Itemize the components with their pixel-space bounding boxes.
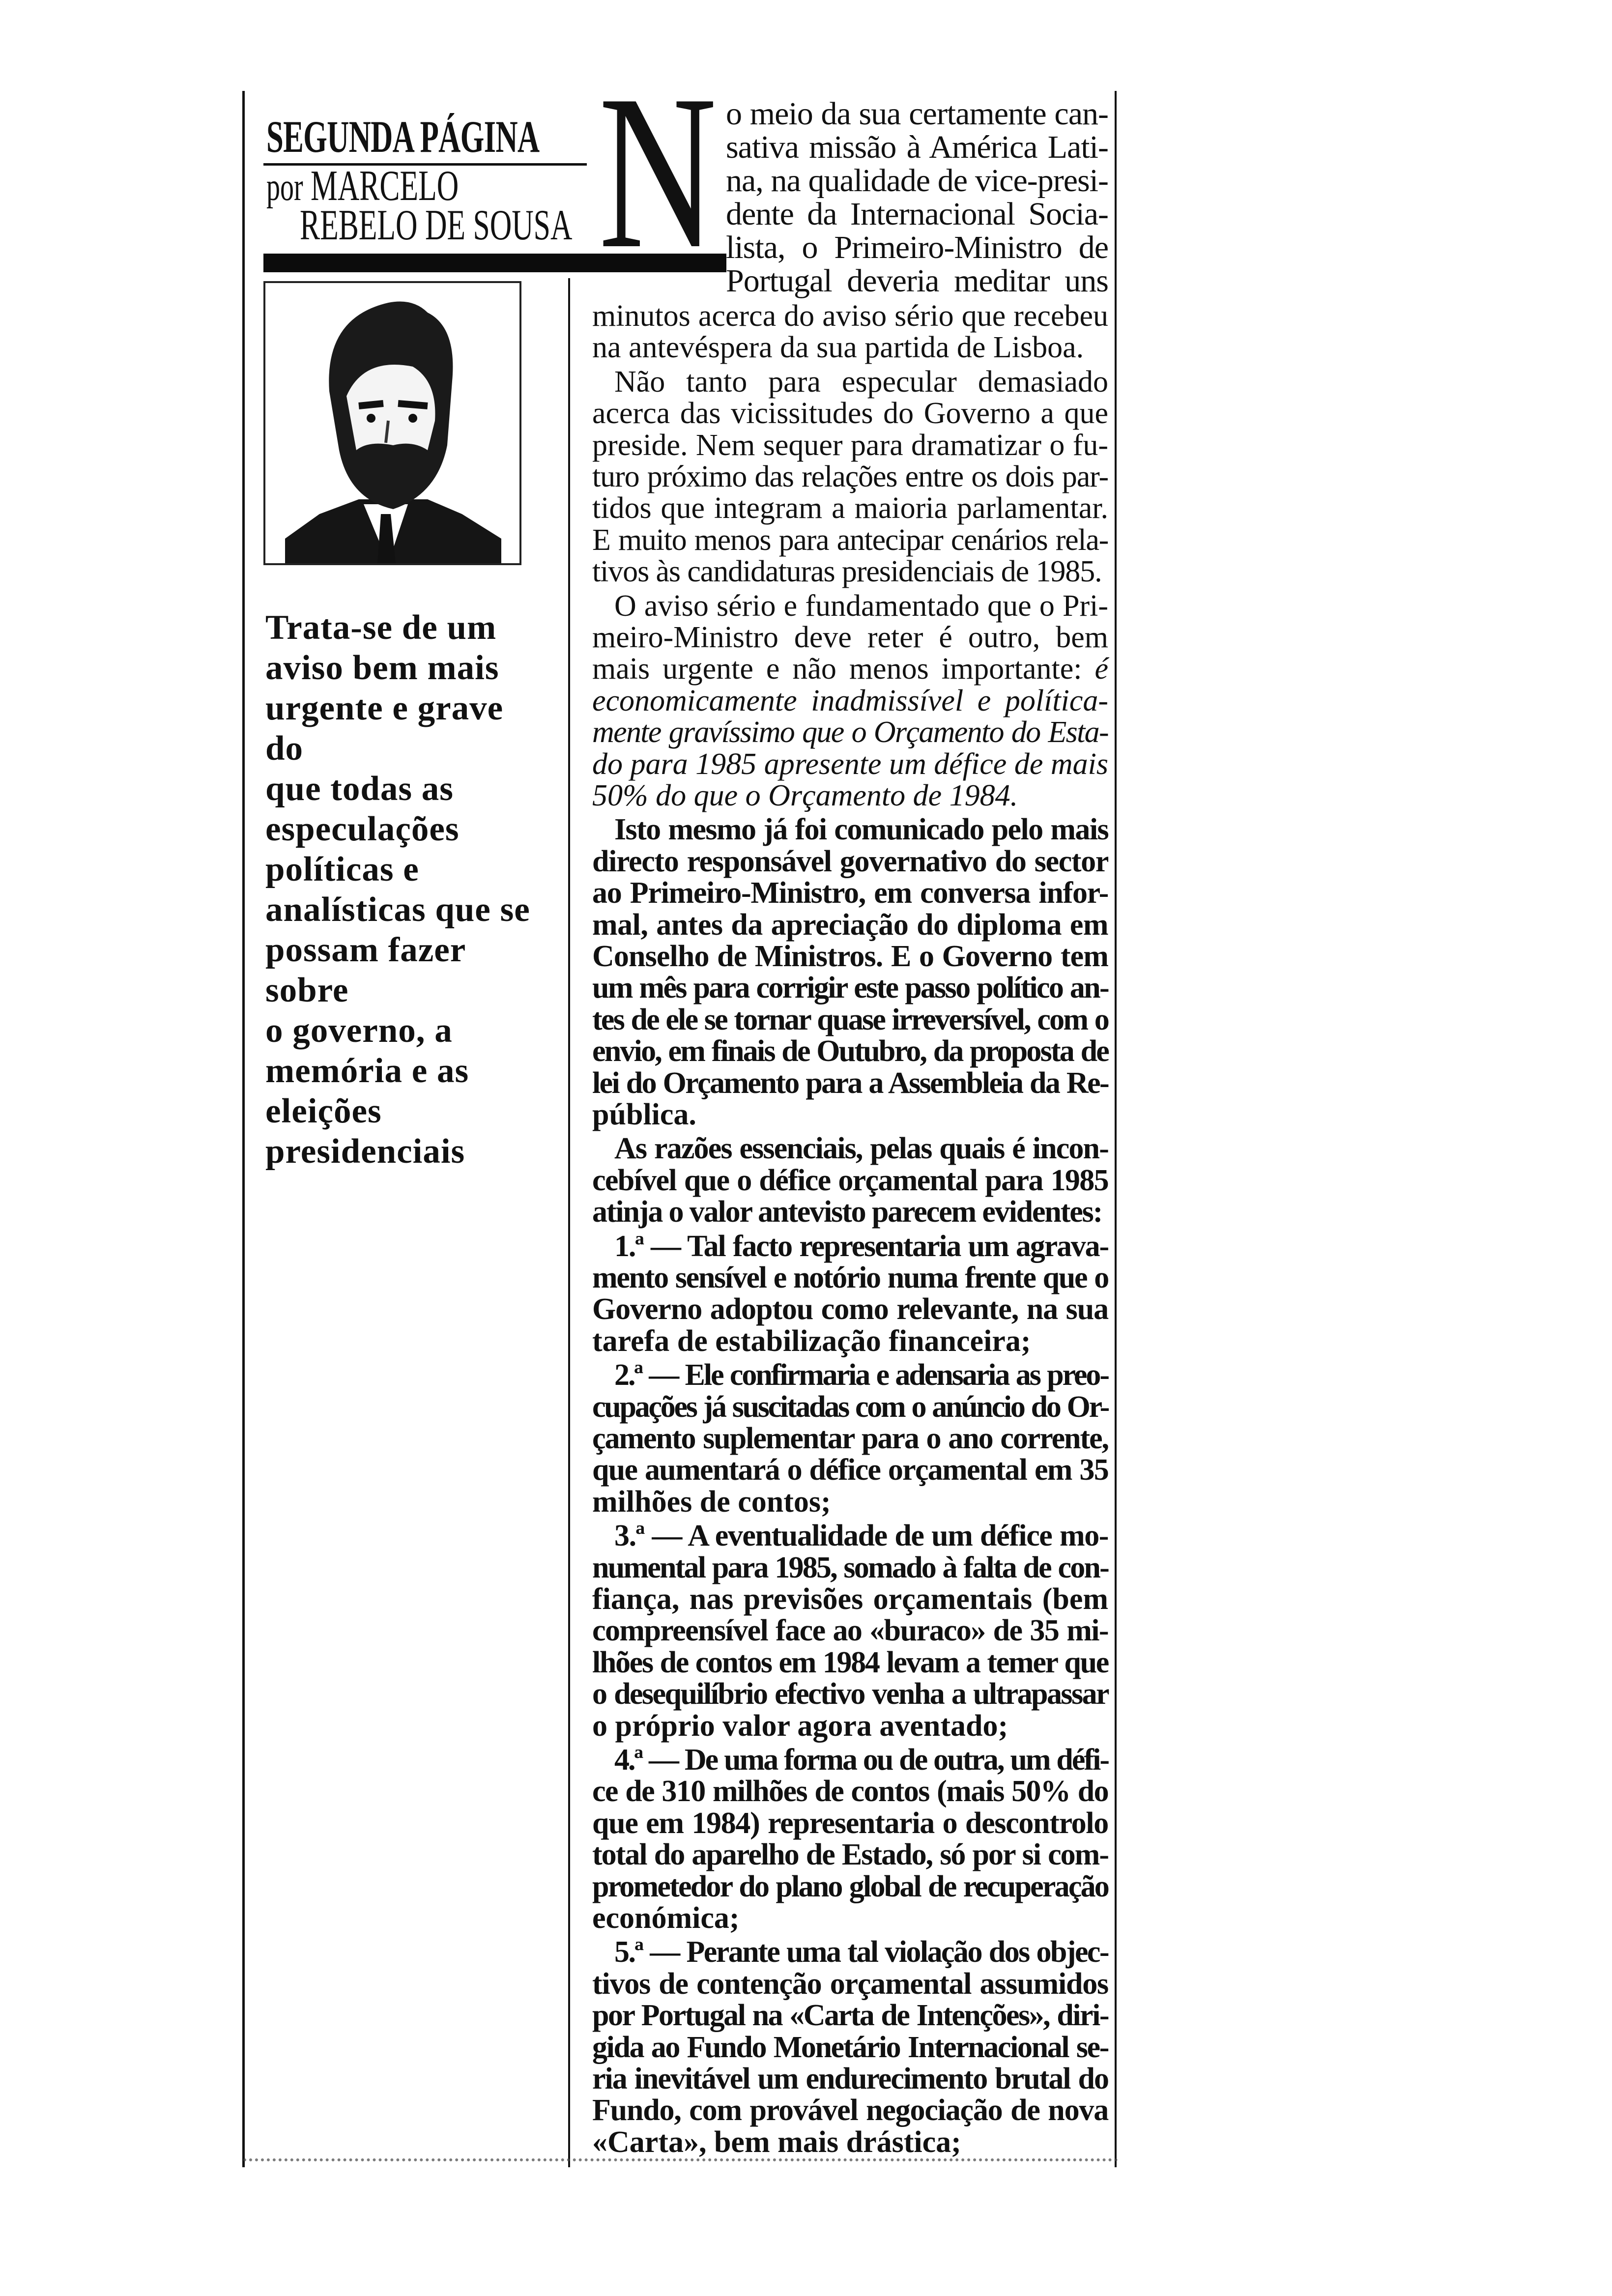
pull-quote-line: presidenciais <box>265 1132 465 1171</box>
article-line <box>592 461 1108 492</box>
article-line-text: gida ao Fundo Monetário Internacional se- <box>592 2030 1108 2064</box>
pull-quote-line: que todas as <box>265 770 454 808</box>
article-line-text: Portugal deveria meditar uns <box>726 263 1108 299</box>
column-divider-rule <box>568 278 570 2167</box>
article-line-text: çamento suplementar para o ano corrente, <box>592 1422 1108 1455</box>
byline-name-last: REBELO DE SOUSA <box>300 201 573 249</box>
article-line-text: Conselho de Ministros. E o Governo tem <box>592 940 1108 973</box>
article-line <box>592 2126 1108 2158</box>
article-line <box>614 1231 1108 1262</box>
article-line-italic: é <box>1094 652 1109 686</box>
byline <box>266 162 459 210</box>
article-line <box>592 1165 1108 1196</box>
article-line <box>614 590 1108 622</box>
article-line-text: ria inevitável um endurecimento brutal do <box>592 2062 1108 2095</box>
article-line <box>592 2095 1108 2126</box>
article-line-text: 2.ª — Ele confirmaria e adensaria as preo- <box>614 1358 1108 1392</box>
article-line-text: economicamente inadmissível e política- <box>592 684 1108 718</box>
article-line-text: turo próximo das relações entre os dois par- <box>592 460 1108 493</box>
article-line <box>592 1035 1108 1067</box>
article-line-text: tidos que integram a maioria parlamentar. <box>592 491 1108 525</box>
article-line-text: mento sensível e notório numa frente que o <box>592 1261 1108 1294</box>
pull-quote-line: Trata-se de um <box>265 608 497 647</box>
article-line <box>592 1808 1108 1839</box>
article-line <box>592 717 1108 748</box>
article-line-text: 5.ª — Perante uma tal violação dos objec- <box>614 1935 1108 1969</box>
article-line <box>592 332 1108 363</box>
article-line <box>592 780 1108 811</box>
article-line-text: ce de 310 milhões de contos (mais 50% do <box>592 1775 1108 1808</box>
article-line-text: minutos acerca do aviso sério que recebeu <box>592 299 1108 333</box>
article-line-text: 50% do que o Orçamento de 1984. <box>592 779 1018 812</box>
pull-quote-line: eleições <box>265 1092 382 1130</box>
article-line <box>614 1359 1108 1391</box>
article-line-text: 4.ª — De uma forma ou de outra, um défi- <box>614 1743 1108 1777</box>
article-line-text: mais urgente e não menos importante: <box>592 652 1082 686</box>
article-line <box>592 2000 1108 2031</box>
article-line <box>592 300 1108 332</box>
pull-quote-line: possam fazer <box>265 931 466 969</box>
article-line-text: sativa missão à América Lati- <box>726 129 1108 165</box>
article-line <box>592 653 1108 685</box>
article-line <box>592 1391 1108 1423</box>
article-line-text: do para 1985 apresente um défice de mais <box>592 747 1108 781</box>
article-line <box>592 1196 1108 1228</box>
article-line-text: preside. Nem sequer para dramatizar o fu- <box>592 428 1108 462</box>
article-line <box>592 1583 1108 1615</box>
article-line-text: atinja o valor antevisto parecem evidentes: <box>592 1195 1102 1229</box>
article-line-text: mente gravíssimo que o Orçamento do Esta- <box>592 716 1108 749</box>
pull-quote-line: urgente e grave <box>265 689 504 727</box>
article-line <box>592 1325 1108 1357</box>
article-line <box>592 556 1108 587</box>
article-line <box>592 2032 1108 2063</box>
article-line-text: económica; <box>592 1901 740 1935</box>
pull-quote-line: especulações <box>265 810 460 848</box>
article-line-text: directo responsável governativo do sector <box>592 844 1108 878</box>
article-line-text: acerca das vicissitudes do Governo a que <box>592 397 1108 430</box>
article-line <box>614 366 1108 398</box>
article-line-text: lhões de contos em 1984 levam a temer que <box>592 1645 1108 1679</box>
article-line-text: meiro-Ministro deve reter é outro, bem <box>592 621 1108 654</box>
article-line-text: Fundo, com provável negociação de nova <box>592 2094 1108 2127</box>
article-line-text: tivos às candidaturas presidenciais de 1985. <box>592 555 1102 589</box>
byline-prefix: por <box>266 166 303 209</box>
article-line-text: que em 1984) representaria o descontrolo <box>592 1806 1108 1840</box>
article-line-text: Governo adoptou como relevante, na sua <box>592 1292 1108 1326</box>
article-line-text: que aumentará o défice orçamental em 35 <box>592 1453 1108 1487</box>
article-line <box>592 1615 1108 1646</box>
byline-name-first: MARCELO <box>311 162 459 210</box>
article-line <box>726 129 1108 165</box>
author-portrait-icon <box>265 283 519 563</box>
article-line-text: total do aparelho de Estado, só por si com- <box>592 1838 1108 1872</box>
article-line <box>592 1678 1108 1710</box>
article-line-text: tarefa de estabilização financeira; <box>592 1324 1031 1358</box>
article-line-text: E muito menos para antecipar cenários rela- <box>592 523 1108 557</box>
article-line-text: cupações já suscitadas com o anúncio do Or- <box>592 1390 1108 1424</box>
article-line <box>614 1936 1108 1968</box>
article-line-text: por Portugal na «Carta de Intenções», diri- <box>592 1999 1108 2033</box>
article-line-text: lei do Orçamento para a Assembleia da Re- <box>592 1066 1108 1100</box>
article-line <box>614 814 1108 845</box>
article-line-text: lista, o Primeiro-Ministro de <box>726 230 1108 265</box>
article-line <box>592 877 1108 909</box>
article-line-text: mal, antes da apreciação do diploma em <box>592 908 1108 942</box>
article-line <box>614 1520 1108 1551</box>
article-line <box>592 748 1108 780</box>
article-line <box>592 972 1108 1004</box>
article-line <box>726 98 1108 130</box>
article-line-text: As razões essenciais, pelas quais é incon- <box>614 1132 1108 1166</box>
pull-quote-line: memória e as <box>265 1052 469 1090</box>
article-line <box>592 846 1108 877</box>
article-line <box>592 398 1108 429</box>
article-line <box>592 1423 1108 1454</box>
article-line-text: o meio da sua certamente can- <box>726 96 1108 132</box>
article-line-text: O aviso sério e fundamentado que o Pri- <box>614 589 1108 623</box>
article-line <box>592 1067 1108 1099</box>
article-line-text: Não tanto para especular demasiado <box>614 365 1108 399</box>
article-line <box>592 909 1108 941</box>
article-line-text: envio, em finais de Outubro, da proposta de <box>592 1034 1108 1068</box>
article-line <box>592 1968 1108 2000</box>
article-line-text: numental para 1985, somado à falta de con- <box>592 1550 1108 1584</box>
article-line-text: cebível que o défice orçamental para 1985 <box>592 1163 1108 1197</box>
article-line-text: na antevéspera da sua partida de Lisboa. <box>592 331 1084 365</box>
article-line-text: tivos de contenção orçamental assumidos <box>592 1967 1108 2001</box>
article-line-text: «Carta», bem mais drástica; <box>592 2125 961 2159</box>
pull-quote <box>265 607 555 1172</box>
article-line <box>726 165 1108 197</box>
article-line <box>726 232 1108 263</box>
article-line <box>592 941 1108 972</box>
article-line-text: o próprio valor agora aventado; <box>592 1709 1008 1743</box>
article-line <box>592 622 1108 653</box>
article-line <box>592 492 1108 524</box>
article-line <box>592 1454 1108 1486</box>
pull-quote-line: políticas e <box>265 850 419 889</box>
article-line <box>592 1486 1108 1518</box>
article-line <box>592 524 1108 556</box>
article-line-text: 3.ª — A eventualidade de um défice mo- <box>614 1519 1108 1553</box>
article-line <box>592 1902 1108 1934</box>
article-line <box>592 1776 1108 1807</box>
article-line <box>592 1710 1108 1742</box>
left-border-rule <box>242 91 245 2167</box>
article-line-text: o desequilíbrio efectivo venha a ultrapassar <box>592 1677 1108 1711</box>
section-title: SEGUNDA PÁGINA <box>266 112 540 162</box>
bottom-edge-rule <box>243 2158 1118 2166</box>
article-line <box>592 1004 1108 1035</box>
article-line <box>592 685 1108 717</box>
article-line-text: pública. <box>592 1098 696 1131</box>
article-line <box>592 1647 1108 1678</box>
article-line-text: dente da Internacional Socia- <box>726 196 1108 232</box>
drop-cap: N <box>599 50 717 294</box>
article-line <box>592 2063 1108 2095</box>
article-line <box>726 196 1108 232</box>
article-line-text: 1.ª — Tal facto representaria um agrava- <box>614 1229 1108 1263</box>
article-line <box>592 1293 1108 1325</box>
article-line <box>592 1099 1108 1130</box>
article-line-text: compreensível face ao «buraco» de 35 mi- <box>592 1614 1108 1648</box>
article-line-text: tes de ele se tornar quase irreversível, com o <box>592 1003 1108 1036</box>
article-line <box>614 1744 1108 1776</box>
article-line-text: fiança, nas previsões orçamentais (bem <box>592 1582 1108 1616</box>
article-line <box>592 1839 1108 1870</box>
article-line-text: Isto mesmo já foi comunicado pelo mais <box>614 813 1108 847</box>
article-line <box>592 1552 1108 1583</box>
article-line-text: milhões de contos; <box>592 1485 831 1519</box>
pull-quote-line: aviso bem mais <box>265 649 499 687</box>
author-portrait-photo <box>263 281 521 565</box>
article-line-text: prometedor do plano global de recuperação <box>592 1869 1108 1903</box>
article-line-text: um mês para corrigir este passo político an- <box>592 971 1108 1005</box>
article-line <box>592 1871 1108 1902</box>
article-line <box>592 1262 1108 1293</box>
article-line-text: ao Primeiro-Ministro, em conversa infor- <box>592 876 1108 910</box>
pull-quote-line: do <box>265 729 303 768</box>
right-border-rule <box>1115 91 1117 2167</box>
article-line-text: na, na qualidade de vice-presi- <box>726 163 1108 199</box>
pull-quote-line: o governo, a <box>265 1011 453 1050</box>
article-line <box>592 430 1108 461</box>
article-line <box>726 265 1108 297</box>
pull-quote-line: analísticas que se <box>265 890 530 929</box>
article-line <box>614 1133 1108 1164</box>
pull-quote-line: sobre <box>265 971 349 1009</box>
